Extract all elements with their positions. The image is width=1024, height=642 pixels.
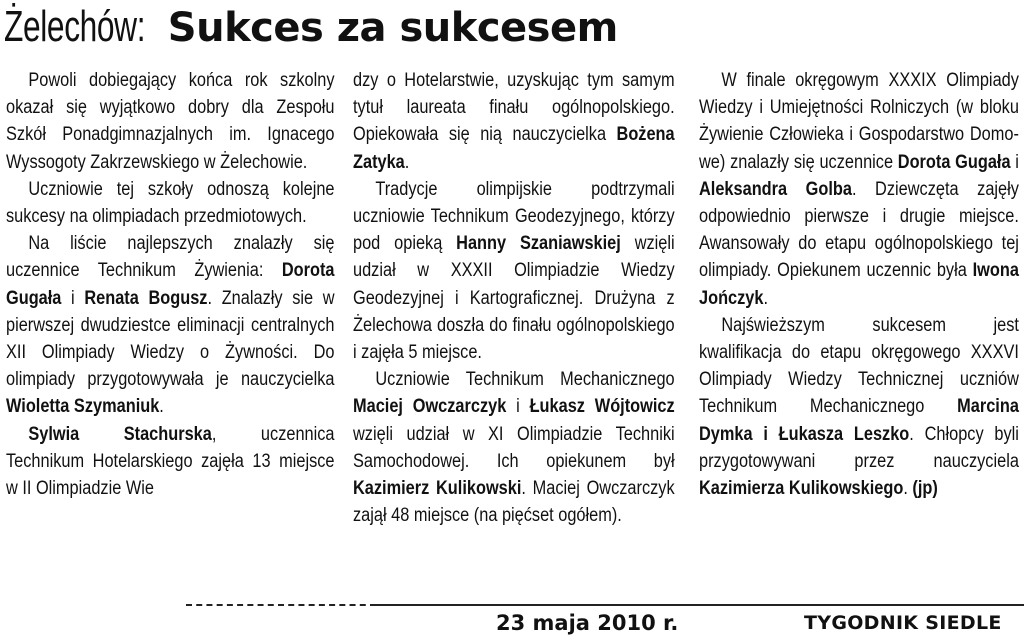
- paragraph-text: i: [1010, 151, 1019, 173]
- bold-name: Aleksandra Golba: [699, 178, 852, 200]
- bold-name: (jp): [912, 478, 938, 500]
- bold-name: Iwona Jończyk: [699, 260, 1019, 309]
- article-paragraph: [353, 67, 675, 176]
- article-paragraph: [6, 67, 335, 176]
- article-column-1: [6, 67, 335, 502]
- article-paragraph: [6, 421, 335, 503]
- paragraph-text: i: [506, 396, 530, 418]
- bold-name: Bożena Zatyka: [353, 124, 675, 173]
- paragraph-text: wzięli udział w XXXII Olimpiadzie Wiedzy Geodezyjnej i Kartograficznej. Drużyna z Żelechowa doszła do finału ogólnopolskiego i zajęła 5 miejsce.: [353, 233, 675, 364]
- article-column-3: [699, 67, 1019, 502]
- paragraph-text: Uczniowie tej szkoły odnoszą kolejne sukcesy na olimpiadach przedmiotowych.: [6, 178, 335, 228]
- paragraph-text: .: [763, 287, 769, 309]
- paragraph-text: . Maciej Owczarczyk zajął 48 miejsce (na pięćset ogółem).: [353, 478, 675, 527]
- issue-date: 23 maja 2010 r.: [496, 611, 679, 635]
- bold-name: Kazimierz Kulikowski: [353, 478, 522, 500]
- paragraph-text: Najświeższym sukcesem jest kwalifikacja do etapu okręgowego XXXVI Olimpiady Wiedzy Technicznej uczniów Technikum Mechanicznego: [699, 314, 1019, 418]
- paragraph-text: , uczennica Technikum Hotelarskiego zajęła 13 miejsce w II Olimpiadzie Wie: [6, 423, 335, 500]
- paragraph-text: . Dziewczęta zajęły odpowiednio pierwsze i drugie miejsce. Awansowały do etapu ogólnopolskiego tej olimpiady. Opiekunem uczennic była: [699, 178, 1019, 282]
- bold-name: Dorota Gugała: [6, 260, 335, 309]
- paragraph-text: Uczniowie Technikum Mechanicznego: [375, 369, 675, 391]
- publication-name: TYGODNIK SIEDLE: [804, 612, 1002, 634]
- headline-title: Sukces za sukcesem: [167, 5, 618, 51]
- footer-dashed-rule: [186, 604, 376, 606]
- paragraph-text: . Chłopcy byli przygotowywani przez nauczyciela: [699, 423, 1019, 472]
- bold-name: Hanny Szaniawskiej: [456, 233, 621, 255]
- paragraph-text: .: [404, 151, 410, 173]
- paragraph-text: Powoli dobiegający końca rok szkolny okazał się wyjątkowo dobry dla Zespołu Szkół Ponadgimnazjalnych im. Ignacego Wyssogoty Zakrzewskiego w Żelechowie.: [6, 70, 335, 173]
- article-paragraph: [699, 312, 1019, 502]
- paragraph-text: . Znalazły sie w pierwszej dwudziestce eliminacji centralnych XII Olimpiady Wiedzy o Żywności. Do olimpiady przygotowywała je nauczycielka: [6, 287, 335, 391]
- bold-name: Wioletta Szymaniuk: [6, 396, 160, 418]
- article-column-2: [353, 67, 675, 529]
- footer-solid-rule: [376, 604, 1024, 606]
- article-paragraph: [6, 230, 335, 420]
- bold-name: Łukasz Wójtowicz: [529, 396, 675, 418]
- paragraph-text: wzięli udział w XI Olimpiadzie Techniki Samochodowej. Ich opiekunem był: [353, 423, 675, 472]
- bold-name: Sylwia Stachurska: [28, 423, 212, 445]
- article-paragraph: [353, 366, 675, 529]
- bold-name: Renata Bogusz: [84, 287, 208, 309]
- paragraph-text: .: [159, 396, 164, 418]
- headline: [4, 0, 618, 55]
- paragraph-text: Na liście najlepszych znalazły się uczennice Technikum Żywienia:: [6, 233, 335, 282]
- paragraph-text: i: [61, 287, 85, 309]
- article-paragraph: [699, 67, 1019, 312]
- paragraph-text: Tradycje olimpijskie podtrzymali uczniowie Technikum Geodezyjnego, którzy pod opieką: [353, 178, 675, 255]
- paragraph-text: dzy o Hotelarstwie, uzyskując tym samym tytuł laureata finału ogólnopolskiego. Opiekowała się nią nauczycielka: [353, 70, 675, 146]
- bold-name: Kazimierza Kulikowskiego: [699, 478, 904, 500]
- article-paragraph: [353, 176, 675, 366]
- bold-name: Maciej Owczarczyk: [353, 396, 507, 418]
- bold-name: Dorota Gugała: [897, 151, 1011, 173]
- paragraph-text: .: [903, 478, 913, 500]
- headline-place: Żelechów:: [4, 2, 146, 51]
- bold-name: Marcina Dymka i Łukasza Leszko: [699, 396, 1019, 445]
- paragraph-text: W finale okręgowym XXXIX Olimpiady Wiedzy i Umiejętności Rolniczych (w bloku Żywienie Człowieka i Gospodarstwo Domowe) znalazły się uczennice: [699, 70, 1019, 173]
- article-paragraph: [6, 176, 335, 230]
